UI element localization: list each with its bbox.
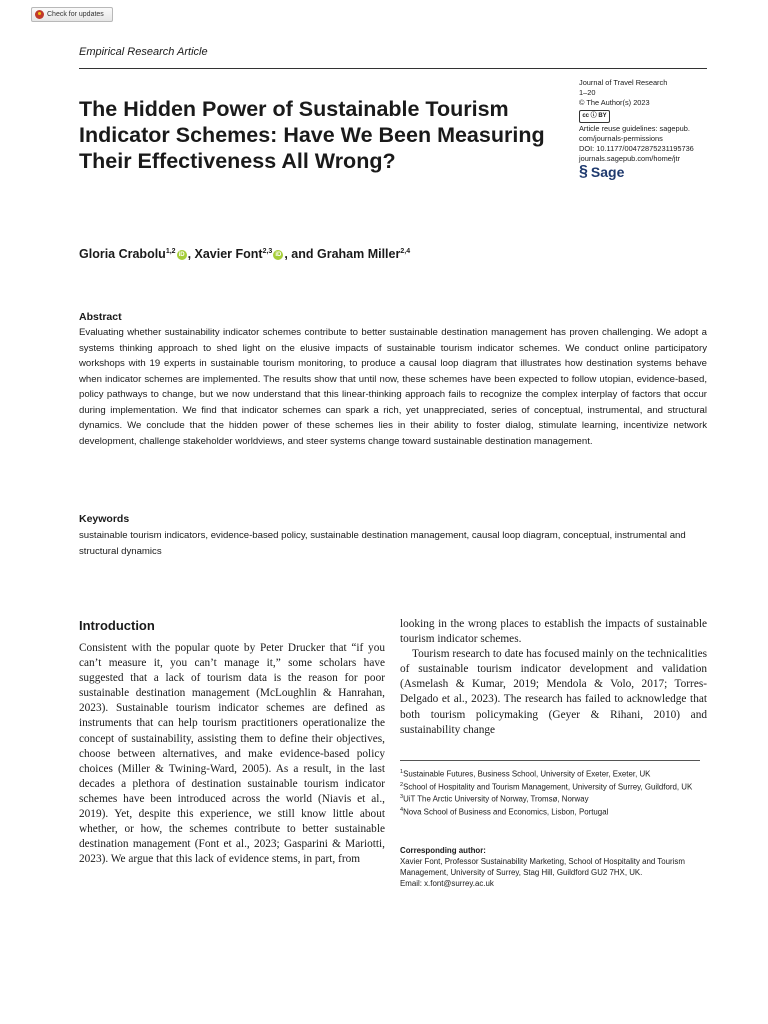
journal-url[interactable]: journals.sagepub.com/home/jtr bbox=[579, 154, 681, 164]
affiliation-number: 2 bbox=[400, 781, 404, 788]
affiliations bbox=[400, 767, 707, 818]
corresponding-email[interactable]: Email: x.font@surrey.ac.uk bbox=[400, 879, 494, 888]
orcid-icon[interactable]: iD bbox=[275, 251, 282, 258]
body-paragraph: looking in the wrong places to establish the impacts of sustainable tourism indicator schemes. bbox=[400, 618, 707, 646]
affiliation-text: Nova School of Business and Economics, Lisbon, Portugal bbox=[403, 807, 609, 817]
journal-meta bbox=[579, 78, 719, 181]
abstract-text: Evaluating whether sustainability indicator schemes contribute to better sustainable destination management has proven challenging. We adopt a systems thinking approach to shed light on the elusive impacts of sustainable tourism indicator schemes. We conduct online participatory workshops with 19 experts in sustainable tourism monitoring, to produce a causal loop diagram that illustrates how destination systems behave when indicator schemes are implemented. The results show that until now, these schemes have been expected to follow utopian, evidence-based, policy pathways to change, but we now understand that this linear-thinking approach fails to recognize the complex interplay of factors that occur during implementation. We find that indicator schemes can spark a rich, yet unappreciated, series of conceptual, instrumental, and structural dynamics. We conclude that the hidden power of these schemes lies in their ability to foster dialog, stimulate learning, incentivize network development, challenge stakeholder worldviews, and steer systems change toward sustainable destination management. bbox=[79, 327, 707, 447]
author-list bbox=[79, 247, 410, 261]
reuse-guidelines-line2[interactable]: com/journals-permissions bbox=[579, 133, 663, 143]
section-heading-introduction: Introduction bbox=[79, 618, 155, 633]
corresponding-text: Xavier Font, Professor Sustainability Marketing, School of Hospitality and Tourism Management, University of Surrey, Stag Hill, Guildford GU2 7HX, UK. bbox=[400, 857, 685, 877]
page-range: 1–20 bbox=[579, 88, 596, 98]
article-type: Empirical Research Article bbox=[79, 46, 208, 58]
author-separator: , and bbox=[284, 247, 317, 261]
body-column-right bbox=[400, 617, 707, 738]
abstract-heading: Abstract bbox=[79, 311, 122, 323]
affiliation-number: 1 bbox=[400, 769, 404, 775]
body-paragraph: Tourism research to date has focused mainly on the technicalities of sustainable tourism indicator development and validation (Asmelash & Kumar, 2019; Mendola & Volo, 2017; Torres-Delgado et al., 2023). The research has failed to acknowledge that both tourism policymaking (Geyer & Rihani, 2010) and sustainability change bbox=[400, 648, 707, 736]
doi-link[interactable]: DOI: 10.1177/00472875231195736 bbox=[579, 144, 694, 154]
author-name: Gloria Crabolu bbox=[79, 247, 166, 261]
author-name: Xavier Font bbox=[194, 247, 263, 261]
header-rule bbox=[79, 68, 707, 69]
keywords-heading: Keywords bbox=[79, 513, 130, 525]
affiliation-item bbox=[400, 767, 707, 780]
journal-name: Journal of Travel Research bbox=[579, 78, 668, 87]
corresponding-author bbox=[400, 845, 700, 889]
check-for-updates-label: Check for updates bbox=[47, 11, 104, 18]
author-affil: 2,3 bbox=[262, 247, 273, 255]
affiliation-text: UiT The Arctic University of Norway, Tromsø, Norway bbox=[403, 794, 589, 804]
cc-license-icon[interactable]: cc ⓘ BY bbox=[579, 110, 610, 123]
affiliation-number: 4 bbox=[400, 806, 404, 813]
affiliation-item bbox=[400, 805, 707, 818]
body-paragraph: Consistent with the popular quote by Peter Drucker that “if you can’t measure it, you can’t manage it,” some scholars have suggested that a lack of tourism data is the reason for poor sustainable destination management (McLoughlin & Hanrahan, 2023). Sustainable tourism indicator schemes are defined as instruments that can help tourism practitioners operationalize the concept of sustainability, assisting them to define their objectives, choose between alternatives, and make evidence-based policy choices (Miller & Twining-Ward, 2005). As a result, in the last decades a plethora of destination sustainable tourism indicator schemes have been introduced across the world (Niavis et al., 2019). Yet, despite this experience, we still know little about whether, or how, the schemes contribute to better sustainable destination management (Font et al., 2023; Gasparini & Mariotti, 2023). We argue that this lack of evidence stems, in part, from bbox=[79, 642, 385, 866]
keywords-text: sustainable tourism indicators, evidence-based policy, sustainable destination management, causal loop diagram, conceptual, instrumental and structural dynamics bbox=[79, 530, 686, 557]
author-affil: 1,2 bbox=[165, 247, 176, 255]
footnote-rule bbox=[400, 760, 700, 761]
author-name: Graham Miller bbox=[316, 247, 401, 261]
reuse-guidelines-line1[interactable]: Article reuse guidelines: sagepub. bbox=[579, 123, 690, 133]
affiliation-item bbox=[400, 780, 707, 793]
sage-logo bbox=[579, 163, 719, 181]
publisher-name: Sage bbox=[590, 164, 625, 181]
copyright: © The Author(s) 2023 bbox=[579, 98, 650, 108]
affiliation-item bbox=[400, 792, 707, 805]
author-separator: , bbox=[187, 247, 195, 261]
body-column-left bbox=[79, 641, 385, 867]
article-title: The Hidden Power of Sustainable Tourism Indicator Schemes: Have We Been Measuring Their Effectiveness All Wrong? bbox=[79, 97, 545, 173]
author-affil: 2,4 bbox=[400, 247, 411, 255]
affiliation-text: Sustainable Futures, Business School, University of Exeter, Exeter, UK bbox=[403, 769, 651, 779]
check-for-updates-button[interactable] bbox=[31, 7, 113, 22]
corresponding-heading: Corresponding author: bbox=[400, 846, 486, 855]
affiliation-text: School of Hospitality and Tourism Management, University of Surrey, Guildford, UK bbox=[403, 782, 693, 792]
crossmark-icon bbox=[35, 10, 44, 19]
affiliation-number: 3 bbox=[400, 794, 404, 801]
sage-s-icon: § bbox=[579, 163, 588, 181]
orcid-icon[interactable]: iD bbox=[178, 251, 185, 258]
